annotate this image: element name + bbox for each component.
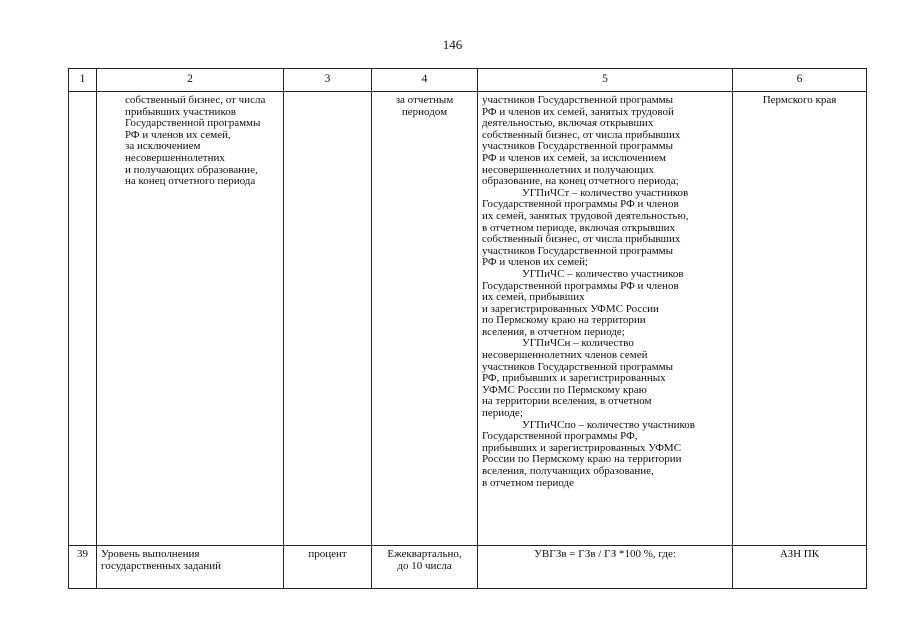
text-line: РФ и членов их семей,	[125, 128, 231, 141]
text-line: в отчетном периоде, включая открывших	[482, 221, 676, 234]
text-line: вселения, в отчетном периоде;	[482, 325, 625, 338]
text-line: УГПиЧСт – количество участников	[522, 186, 689, 199]
text-line: участников Государственной программы	[482, 244, 674, 257]
text-line: государственных заданий	[101, 559, 222, 572]
text-line: собственный бизнес, от числа	[125, 94, 266, 106]
text-line: РФ, прибывших и зарегистрированных	[482, 372, 666, 385]
row-number-cell: 39	[69, 546, 97, 589]
column-header: 4	[372, 69, 478, 92]
text-line: на конец отчетного периода	[125, 175, 256, 188]
text-line: Государственной программы РФ и членов	[482, 198, 679, 211]
indicator-table	[68, 68, 867, 589]
text-line: несовершеннолетних	[125, 151, 225, 164]
text-line: Государственной программы РФ,	[482, 430, 638, 443]
text-line: до 10 числа	[397, 559, 452, 572]
text-line: участников Государственной программы	[482, 94, 674, 106]
column-header: 6	[733, 69, 867, 92]
text-line: их семей, занятых трудовой деятельностью,	[482, 209, 689, 222]
text-line: РФ и членов их семей;	[482, 256, 589, 269]
text-line: прибывших участников	[125, 105, 236, 118]
text-line: прибывших и зарегистрированных УФМС	[482, 441, 682, 454]
table-header-row	[69, 69, 867, 92]
text-line: УГПиЧСн – количество	[522, 337, 634, 350]
text-line: и зарегистрированных УФМС России	[482, 302, 659, 315]
text-line: несовершеннолетних и получающих	[482, 163, 654, 176]
text-line: их семей, прибывших	[482, 291, 585, 304]
text-line: УГПиЧС – количество участников	[522, 267, 684, 280]
indicator-name-cell	[97, 546, 284, 589]
text-line: собственный бизнес, от числа прибывших	[482, 128, 681, 141]
text-line: и получающих образование,	[125, 163, 258, 176]
text-line: за исключением	[125, 140, 201, 153]
text-line: собственный бизнес, от числа прибывших	[482, 233, 681, 246]
column-header: 5	[478, 69, 733, 92]
responsible-text: Пермского края	[762, 94, 837, 106]
text-line: по Пермскому краю на территории	[482, 314, 646, 327]
text-line: несовершеннолетних членов семей	[482, 349, 648, 362]
unit-cell: процент	[284, 546, 372, 589]
text-line: деятельностью, включая открывших	[482, 117, 654, 130]
page-number: 146	[442, 37, 463, 52]
text-line: Государственной программы	[125, 117, 261, 130]
column-header: 1	[69, 69, 97, 92]
periodicity-cell	[372, 546, 478, 589]
column-header: 2	[97, 69, 284, 92]
text-line: УФМС России по Пермскому краю	[482, 383, 647, 396]
text-line: Уровень выполнения	[101, 548, 200, 560]
text-line: Государственной программы РФ и членов	[482, 279, 679, 292]
responsible-cell: АЗН ПК	[733, 546, 867, 589]
text-line: образование, на конец отчетного периода;	[482, 175, 679, 188]
text-line: периодом	[401, 105, 448, 118]
formula-cell	[478, 92, 733, 546]
text-line: участников Государственной программы	[482, 360, 674, 373]
table-row	[69, 546, 867, 589]
indicator-name-cell	[97, 92, 284, 546]
formula-cell: УВГЗв = ГЗв / ГЗ *100 %, где:	[478, 546, 733, 589]
row-number-cell	[69, 92, 97, 546]
text-line: периоде;	[482, 407, 523, 420]
text-line: участников Государственной программы	[482, 140, 674, 153]
text-line: УГПиЧСпо – количество участников	[522, 418, 695, 431]
text-line: вселения, получающих образование,	[482, 465, 654, 477]
text-line: РФ и членов их семей, за исключением	[482, 151, 666, 164]
text-line: России по Пермскому краю на территории	[482, 453, 682, 466]
text-line: Ежеквартально,	[387, 548, 462, 560]
text-line: РФ и членов их семей, занятых трудовой	[482, 105, 674, 118]
text-line: в отчетном периоде	[482, 476, 575, 489]
column-header: 3	[284, 69, 372, 92]
periodicity-cell	[372, 92, 478, 546]
table-row	[69, 92, 867, 546]
unit-cell	[284, 92, 372, 546]
text-line: за отчетным	[395, 94, 454, 106]
text-line: на территории вселения, в отчетном	[482, 395, 652, 408]
responsible-cell	[733, 92, 867, 546]
